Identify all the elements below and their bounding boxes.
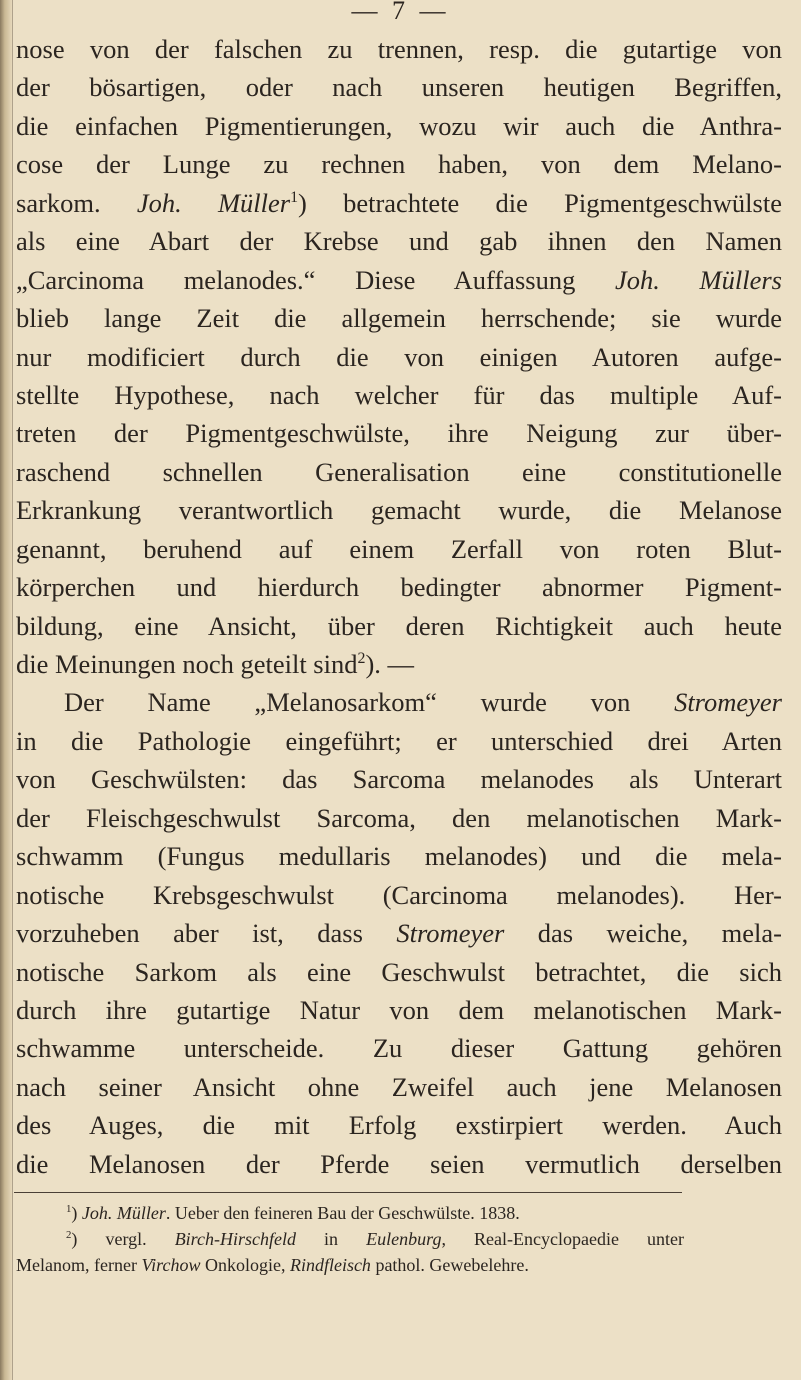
text-line — [16, 530, 782, 568]
text-run: als eine Abart der Krebse und gab ihnen den Namen — [16, 226, 782, 257]
footnote-marker: 1 — [290, 188, 299, 206]
text-line — [16, 30, 782, 68]
italic-name: Rindfleisch — [289, 1255, 371, 1275]
text-run: Onkologie, — [200, 1255, 290, 1275]
italic-name: Joh. Müllers — [615, 264, 782, 295]
text-line — [16, 1029, 782, 1067]
text-run: das weiche, mela- — [504, 918, 782, 949]
text-line — [16, 261, 782, 299]
italic-name: Virchow — [141, 1255, 201, 1275]
text-run: in — [296, 1229, 367, 1249]
text-run: der bösartigen, oder nach unseren heutigen Begriffen, — [16, 72, 782, 103]
text-line — [16, 107, 782, 145]
text-line — [16, 607, 782, 645]
text-line — [16, 453, 782, 491]
footnote-line — [16, 1226, 684, 1252]
text-run: notische Sarkom als eine Geschwulst betrachtet, die sich — [16, 956, 782, 987]
text-run: schwamm (Fungus medullaris melanodes) und die mela- — [16, 841, 782, 872]
text-run: raschend schnellen Generalisation eine constitutionelle — [16, 456, 782, 487]
italic-name: Joh. Müller — [81, 1203, 166, 1223]
text-run: die einfachen Pigmentierungen, wozu wir auch die Anthra- — [16, 110, 782, 141]
text-run: Erkrankung verantwortlich gemacht wurde, die Melanose — [16, 495, 782, 526]
text-line — [16, 991, 782, 1029]
text-run: . Ueber den feineren Bau der Geschwülste. 1838. — [165, 1203, 520, 1223]
italic-name: Birch-Hirschfeld — [174, 1229, 296, 1249]
text-run: der Fleischgeschwulst Sarcoma, den melanotischen Mark- — [16, 802, 782, 833]
text-run: Der Name „Melanosarkom“ wurde von — [64, 687, 675, 718]
footnote-marker: 1 — [66, 1203, 72, 1215]
text-line — [16, 568, 782, 606]
italic-name: Stromeyer — [674, 687, 782, 718]
text-run: Melanom, ferner — [16, 1255, 142, 1275]
text-line — [16, 338, 782, 376]
text-run: , Real-Encyclopaedie unter — [441, 1229, 684, 1249]
footnote-line — [16, 1252, 684, 1278]
text-line — [16, 953, 782, 991]
text-line — [16, 876, 782, 914]
page-binding-edge — [0, 0, 12, 1380]
text-run: sarkom. — [16, 187, 137, 218]
text-line — [16, 145, 782, 183]
footnote-line — [16, 1200, 684, 1226]
text-run: in die Pathologie eingeführt; er unterschied drei Arten — [16, 725, 782, 756]
text-run: „Carcinoma melanodes.“ Diese Auffassung — [16, 264, 615, 295]
text-run: die Meinungen noch geteilt sind — [16, 649, 358, 679]
text-run: pathol. Gewebelehre. — [370, 1255, 529, 1275]
text-line — [16, 184, 782, 222]
body-text — [16, 30, 782, 1183]
text-line — [16, 414, 782, 452]
text-line — [16, 683, 782, 721]
text-run: nach seiner Ansicht ohne Zweifel auch jene Melanosen — [16, 1071, 782, 1102]
text-run: genannt, beruhend auf einem Zerfall von roten Blut- — [16, 533, 782, 564]
text-run: ). — — [365, 649, 415, 679]
text-run: die Melanosen der Pferde seien vermutlich derselben — [16, 1148, 782, 1179]
page-binding-shadow — [12, 0, 13, 1380]
text-run: vorzuheben aber ist, dass — [16, 918, 397, 949]
text-line — [16, 799, 782, 837]
text-run: cose der Lunge zu rechnen haben, von dem Melano- — [16, 149, 782, 180]
italic-name: Stromeyer — [396, 918, 505, 949]
text-line — [16, 376, 782, 414]
text-run: ) vergl. — [71, 1229, 175, 1249]
text-line — [16, 1145, 782, 1183]
text-line — [16, 1106, 782, 1144]
text-run: ) — [71, 1203, 82, 1223]
text-line — [16, 1068, 782, 1106]
text-run: stellte Hypothese, nach welcher für das multiple Auf- — [16, 379, 782, 410]
text-line — [16, 645, 782, 683]
text-run: ) betrachtete die Pigmentgeschwülste — [298, 187, 782, 218]
text-run: körperchen und hierdurch bedingter abnormer Pigment- — [16, 572, 782, 603]
text-line — [16, 222, 782, 260]
text-run: durch ihre gutartige Natur von dem melanotischen Mark- — [16, 994, 782, 1025]
text-run: treten der Pigmentgeschwülste, ihre Neigung zur über- — [16, 418, 782, 449]
text-line — [16, 722, 782, 760]
text-run: von Geschwülsten: das Sarcoma melanodes als Unterart — [16, 764, 782, 795]
footnote-marker: 2 — [66, 1229, 72, 1241]
text-run: nur modificiert durch die von einigen Autoren aufge- — [16, 341, 782, 372]
italic-name: Eulenburg — [366, 1229, 442, 1249]
text-run: schwamme unterscheide. Zu dieser Gattung gehören — [16, 1033, 782, 1064]
text-line — [16, 760, 782, 798]
page-number: — 7 — — [351, 0, 450, 25]
text-line — [16, 491, 782, 529]
text-run: nose von der falschen zu trennen, resp. die gutartige von — [16, 34, 782, 64]
text-line — [16, 68, 782, 106]
text-line — [16, 914, 782, 952]
footnotes — [16, 1200, 684, 1278]
text-run: bildung, eine Ansicht, über deren Richtigkeit auch heute — [16, 610, 782, 641]
italic-name: Joh. Müller — [136, 187, 291, 218]
text-run: blieb lange Zeit die allgemein herrschende; sie wurde — [16, 303, 782, 334]
footnote-rule — [14, 1192, 682, 1193]
text-run: notische Krebsgeschwulst (Carcinoma melanodes). Her- — [16, 879, 782, 910]
text-run: des Auges, die mit Erfolg exstirpiert werden. Auch — [16, 1110, 782, 1141]
footnote-marker: 2 — [357, 650, 366, 668]
text-line — [16, 299, 782, 337]
text-line — [16, 837, 782, 875]
